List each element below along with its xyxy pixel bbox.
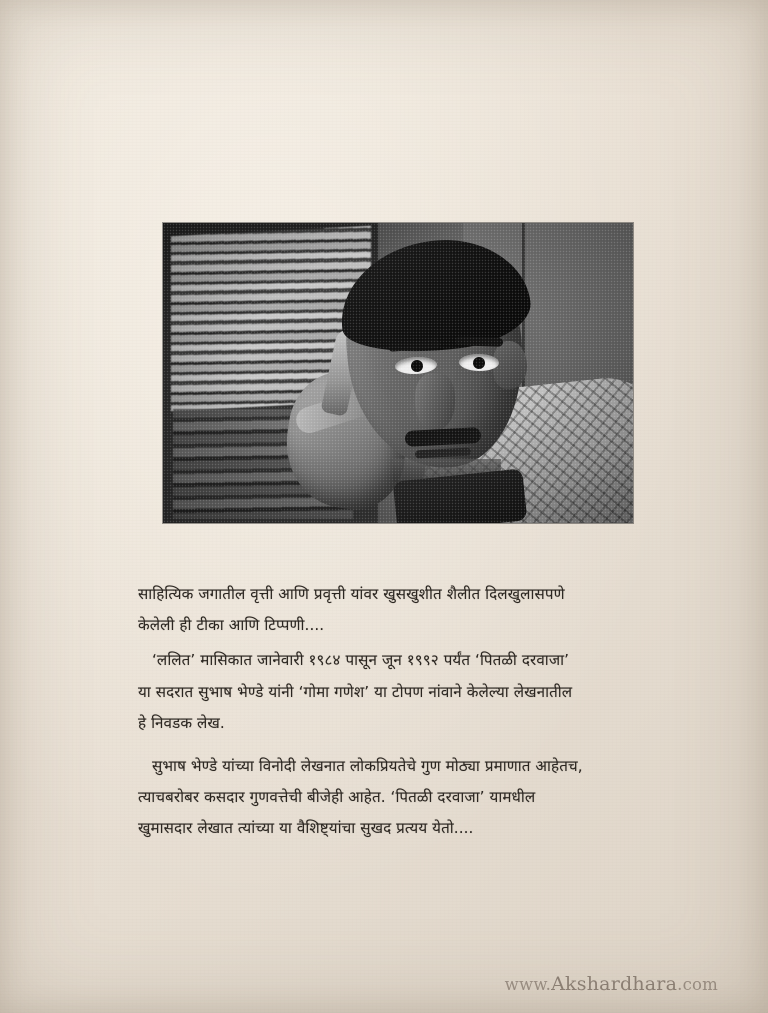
- blurb-paragraph-1-line-2: केलेली ही टीका आणि टिप्पणी....: [138, 616, 325, 635]
- subject-eyebrow-right: [455, 336, 503, 347]
- site-watermark: [505, 973, 718, 995]
- watermark-suffix: .com: [677, 975, 718, 994]
- author-portrait-frame: [163, 223, 633, 523]
- watermark-prefix: www.: [504, 975, 552, 994]
- blurb-paragraph-3-line-1: सुभाष भेण्डे यांच्या विनोदी लेखनात लोकप्रियतेचे गुण मोठ्या प्रमाणात आहेतच,: [152, 756, 583, 775]
- subject-nose: [415, 373, 455, 431]
- watermark-brand: Akshardhara: [551, 973, 678, 995]
- blurb-paragraph-2-line-2: या सदरात सुभाष भेण्डे यांनी ‘गोमा गणेश’ या टोपण नांवाने केलेल्या लेखनातील: [138, 682, 573, 701]
- author-portrait-photo: [163, 223, 633, 523]
- subject-pupil-right: [473, 357, 485, 369]
- blurb-paragraph-3-line-3: खुमासदार लेखात त्यांच्या या वैशिष्ट्यांचा सुखद प्रत्यय येतो....: [138, 819, 474, 838]
- blurb-paragraph-1-line-1: साहित्यिक जगातील वृत्ती आणि प्रवृत्ती यांवर खुसखुशीत शैलीत दिलखुलासपणे: [138, 585, 565, 603]
- back-cover-blurb: [138, 580, 638, 846]
- blurb-paragraph-3-line-2: त्याचबरोबर कसदार गुणवत्तेची बीजेही आहेत. ‘पितळी दरवाजा’ यामधील: [138, 788, 536, 807]
- blurb-paragraph-2-line-3: हे निवडक लेख.: [138, 713, 225, 732]
- blurb-paragraph-2-line-1: ‘ललित’ मासिकात जानेवारी १९८४ पासून जून १९९२ पर्यंत ‘पितळी दरवाजा’: [152, 651, 570, 670]
- subject-pupil-left: [411, 360, 423, 372]
